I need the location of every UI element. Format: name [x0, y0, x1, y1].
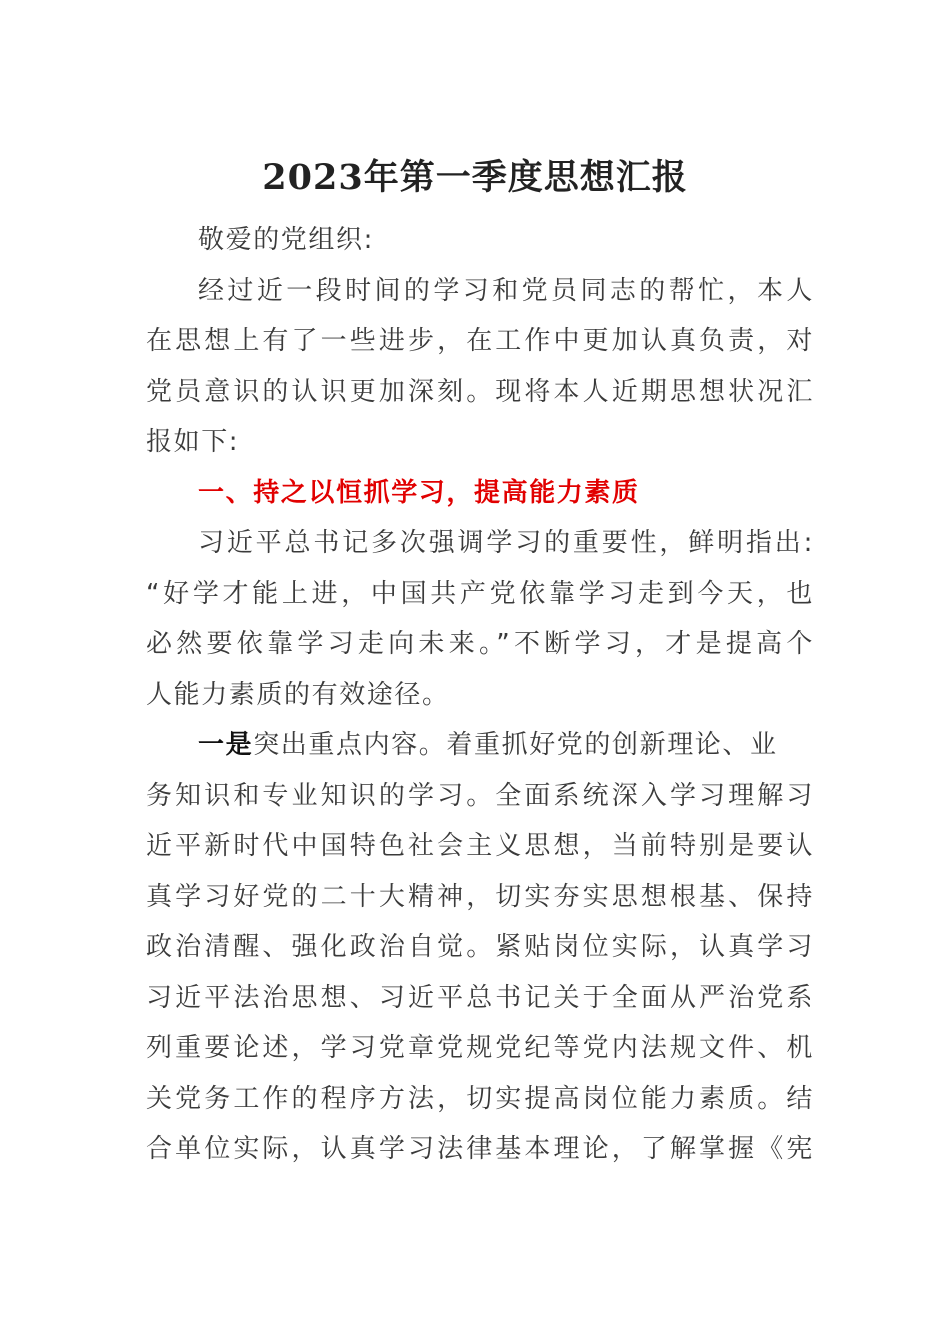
point-one-first-line — [146, 720, 814, 771]
intro-line: 经过近一段时间的学习和党员同志的帮忙，本人 — [198, 275, 814, 306]
point-one-line: 真学习好党的二十大精神，切实夯实思想根基、保持 — [146, 881, 814, 912]
point-one-line: 合单位实际，认真学习法律基本理论，了解掌握《宪 — [146, 1134, 814, 1164]
point-one-line: 习近平法治思想、习近平总书记关于全面从严治党系 — [146, 982, 814, 1013]
quote-line: 习近平总书记多次强调学习的重要性，鲜明指出: — [198, 528, 814, 558]
quote-line: “好学才能上进，中国共产党依靠学习走到今天，也 — [146, 578, 814, 609]
quote-line: 人能力素质的有效途径。 — [146, 679, 450, 710]
quote-line: 必然要依靠学习走向未来。”不断学习，才是提高个 — [146, 629, 814, 659]
point-one-line: 务知识和专业知识的学习。全面系统深入学习理解习 — [146, 780, 814, 811]
salutation: 敬爱的党组织: — [198, 225, 374, 255]
point-one-line: 列重要论述，学习党章党规党纪等党内法规文件、机 — [146, 1033, 814, 1063]
section-heading: 一、持之以恒抓学习，提高能力素质 — [198, 477, 640, 508]
point-one-line: 关党务工作的程序方法，切实提高岗位能力素质。结 — [146, 1083, 814, 1114]
document-body — [146, 215, 814, 1175]
intro-line: 党员意识的认识更加深刻。现将本人近期思想状况汇 — [146, 376, 814, 407]
intro-line: 报如下: — [146, 427, 240, 457]
point-one-line: 政治清醒、强化政治自觉。紧贴岗位实际，认真学习 — [146, 932, 814, 962]
point-one-line: 近平新时代中国特色社会主义思想，当前特别是要认 — [146, 831, 814, 861]
intro-line: 在思想上有了一些进步，在工作中更加认真负责，对 — [146, 326, 814, 356]
document-title: 2023年第一季度思想汇报 — [262, 157, 688, 198]
point-one-first-line-text: 突出重点内容。着重抓好党的创新理论、业 — [253, 730, 778, 760]
point-one-lead: 一是 — [198, 730, 254, 760]
